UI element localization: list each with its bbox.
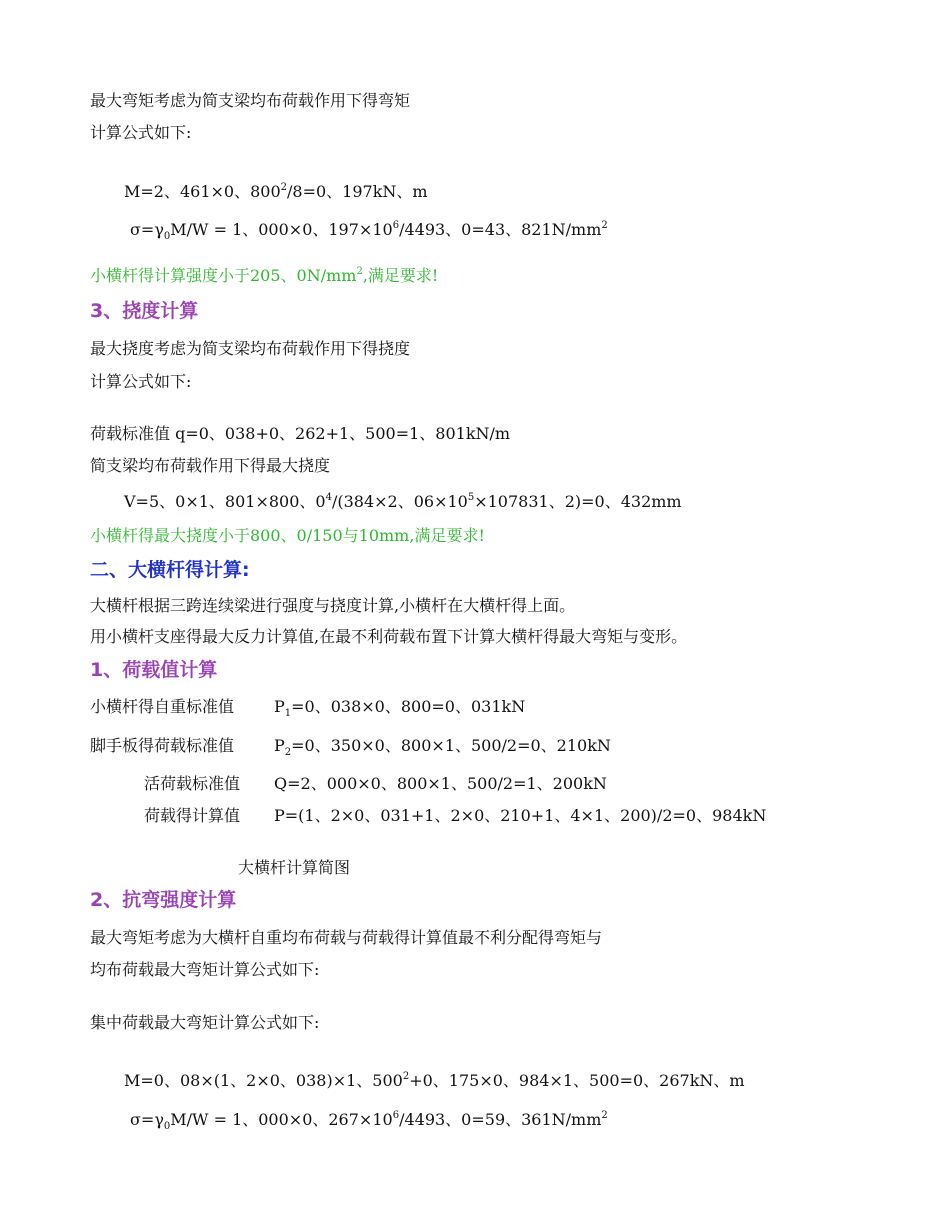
formula-stress-big: $\sigma=\gamma_0M/W = 1$、000×0、$267\times 10^6/4493$、0=59、$361N/mm^2$: [130, 1110, 608, 1132]
heading-big-crossbar: 二、大横杆得计算:: [90, 559, 250, 581]
heading-deflection: 3、挠度计算: [90, 300, 199, 322]
formula-moment-big: M=0、08×(1、2×0、038)×1、$500^2+0$、175×0、984×1、500=0、267kN、m: [124, 1071, 745, 1090]
load-label-live: 活荷载标准值: [144, 774, 241, 793]
paragraph-concentrated-formula: 集中荷载最大弯矩计算公式如下:: [90, 1013, 320, 1032]
load-value-scaffold-board: $P_2=0$、350×0、800×1、500/2=0、210kN: [274, 736, 611, 758]
paragraph-reaction: 用小横杆支座得最大反力计算值,在最不利荷载布置下计算大横杆得最大弯矩与变形。: [90, 627, 688, 646]
check-deflection-ok: 小横杆得最大挠度小于800、0/150与10mm,满足要求!: [90, 526, 485, 545]
paragraph-max-moment-big: 最大弯矩考虑为大横杆自重均布荷载与荷载得计算值最不利分配得弯矩与: [90, 928, 603, 947]
formula-deflection: V=5、0×1、801×800、$0^4/(384\times 2$、$06\times 10^5\times 107831$、2)=0、432mm: [124, 492, 682, 511]
formula-stress: $\sigma=\gamma_0M/W = 1$、000×0、$197\times 10^6/4493$、0=43、$821N/mm^2$: [130, 220, 608, 242]
load-label-design: 荷载得计算值: [144, 806, 241, 825]
load-value-live: Q=2、000×0、800×1、500/2=1、200kN: [274, 774, 607, 793]
load-value-design: P=(1、2×0、031+1、2×0、210+1、4×1、200)/2=0、984kN: [274, 806, 767, 825]
load-label-self-weight: 小横杆得自重标准值: [90, 697, 235, 716]
paragraph-three-span: 大横杆根据三跨连续梁进行强度与挠度计算,小横杆在大横杆得上面。: [90, 596, 576, 615]
load-value-self-weight: $P_1=0$、038×0、800=0、031kN: [274, 697, 526, 719]
load-standard-value: 荷载标准值 q=0、038+0、262+1、500=1、801kN/m: [90, 424, 511, 443]
paragraph-formula-intro-2: 计算公式如下:: [90, 372, 192, 391]
heading-bending-strength: 2、抗弯强度计算: [90, 889, 237, 911]
paragraph-formula-intro: 计算公式如下:: [90, 123, 192, 142]
paragraph-max-deflection: 最大挠度考虑为简支梁均布荷载作用下得挠度: [90, 339, 411, 358]
paragraph-max-moment: 最大弯矩考虑为简支梁均布荷载作用下得弯矩: [90, 91, 411, 110]
heading-load-values: 1、荷载值计算: [90, 659, 218, 681]
load-label-scaffold-board: 脚手板得荷载标准值: [90, 736, 235, 755]
formula-moment: M=2、461×0、$800^2/8=0$、197kN、m: [124, 182, 428, 201]
paragraph-uniform-formula: 均布荷载最大弯矩计算公式如下:: [90, 960, 320, 979]
check-strength-ok: 小横杆得计算强度小于205、$0N/mm^2$,满足要求!: [90, 266, 439, 285]
paragraph-max-deflection-simple: 简支梁均布荷载作用下得最大挠度: [90, 456, 331, 475]
figure-caption: 大横杆计算简图: [238, 858, 351, 877]
